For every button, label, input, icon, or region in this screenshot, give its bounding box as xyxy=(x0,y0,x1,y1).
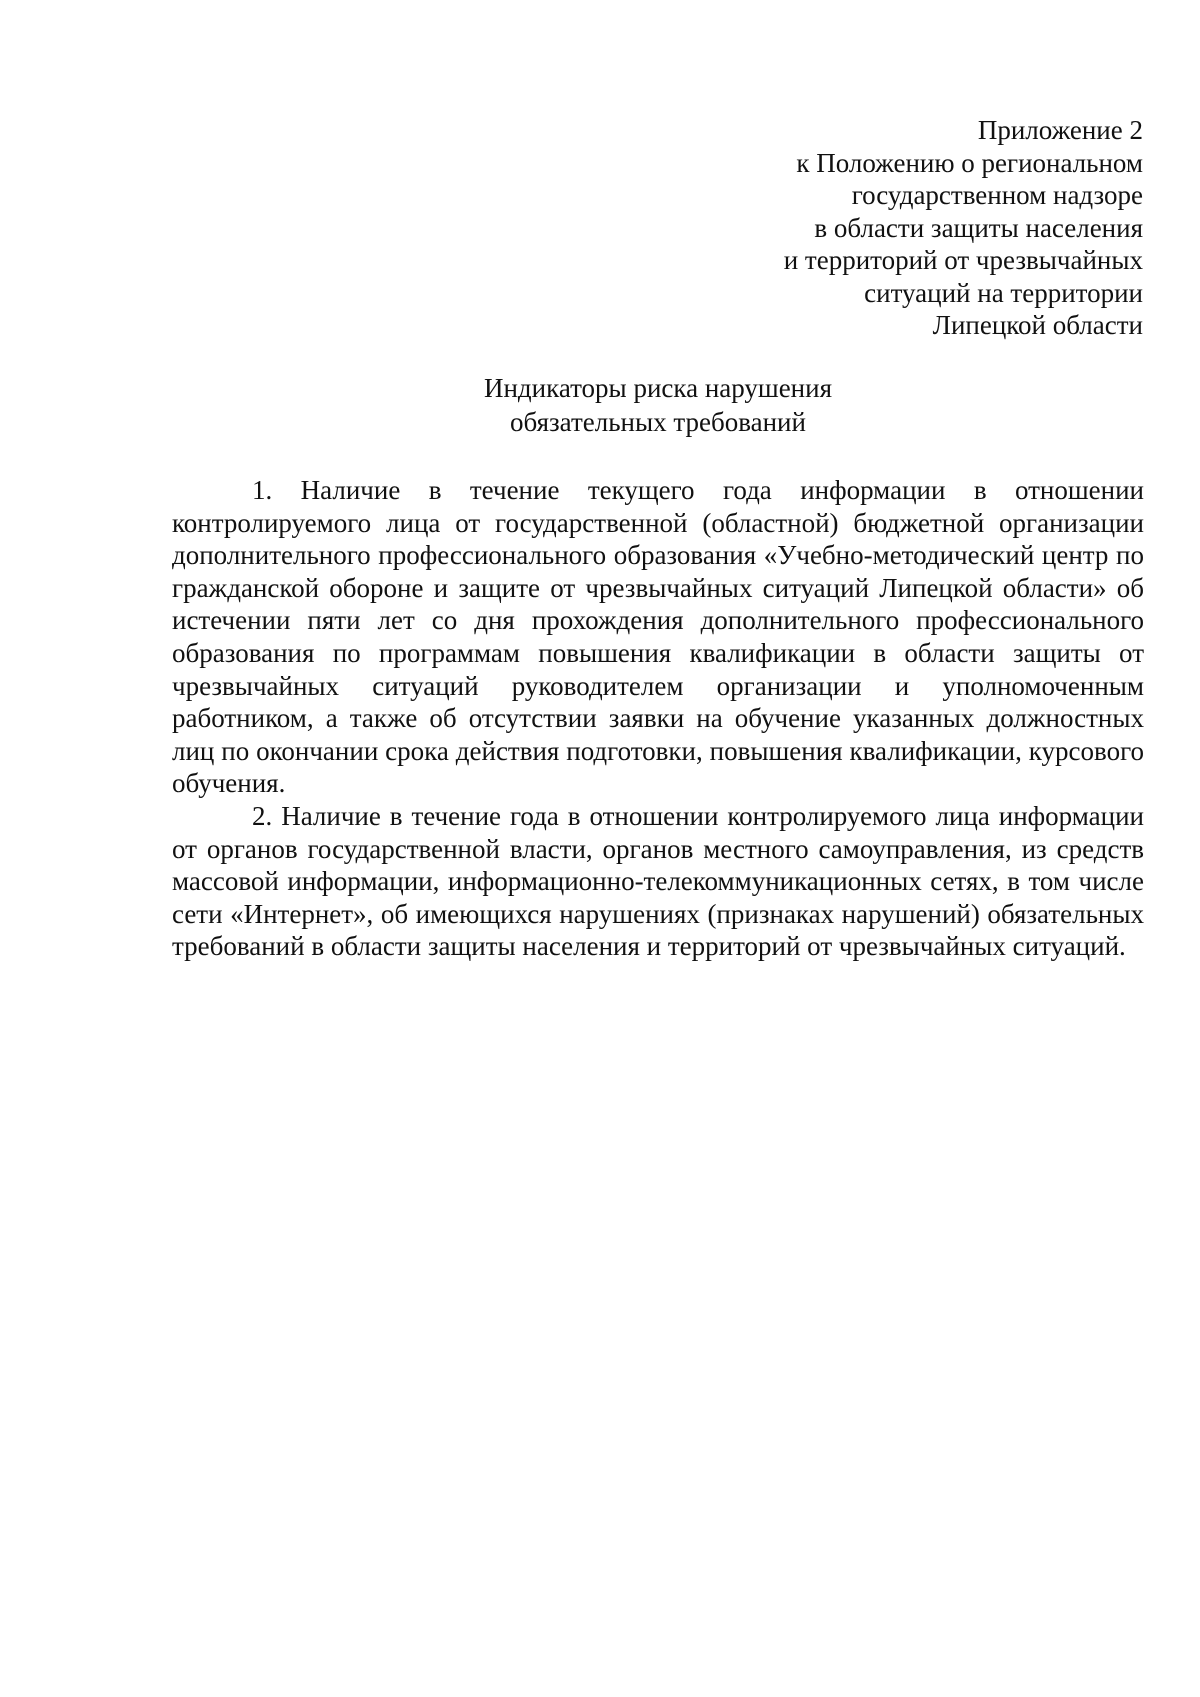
appendix-line: в области защиты населения xyxy=(814,212,1143,243)
appendix-line: государственном надзоре xyxy=(851,180,1143,210)
title-line: Индикаторы риска нарушения xyxy=(483,373,832,403)
document-body xyxy=(172,474,1144,963)
title-line: обязательных требований xyxy=(510,407,806,437)
paragraph-item-1: 1. Наличие в течение текущего года информации в отношении контролируемого лица от государственной (областной) бюджетной организации дополнительного профессионального образования «Учебно-методический центр по гражданской обороне и защите от чрезвычайных ситуаций Липецкой области» об истечении пяти лет со дня прохождения дополнительного профессионального образования по программам повышения квалификации в области защиты от чрезвычайных ситуаций руководителем организации и уполномоченным работником, а также об отсутствии заявки на обучение указанных должностных лиц по окончании срока действия подготовки, повышения квалификации, курсового обучения. xyxy=(172,475,1144,799)
appendix-line: к Положению о региональном xyxy=(796,147,1143,178)
appendix-line: Приложение 2 xyxy=(977,115,1143,145)
appendix-header xyxy=(543,114,1143,342)
appendix-line: ситуаций на территории xyxy=(864,277,1143,308)
appendix-line: Липецкой области xyxy=(932,310,1143,340)
appendix-line: и территорий от чрезвычайных xyxy=(783,245,1143,275)
document-title xyxy=(172,371,1144,439)
paragraph-item-2: 2. Наличие в течение года в отношении контролируемого лица информации от органов государственной власти, органов местного самоуправления, из средств массовой информации, информационно-телекоммуникационных сетях, в том числе сети «Интернет», об имеющихся нарушениях (признаках нарушений) обязательных требований в области защиты населения и территорий от чрезвычайных ситуаций. xyxy=(172,800,1144,962)
